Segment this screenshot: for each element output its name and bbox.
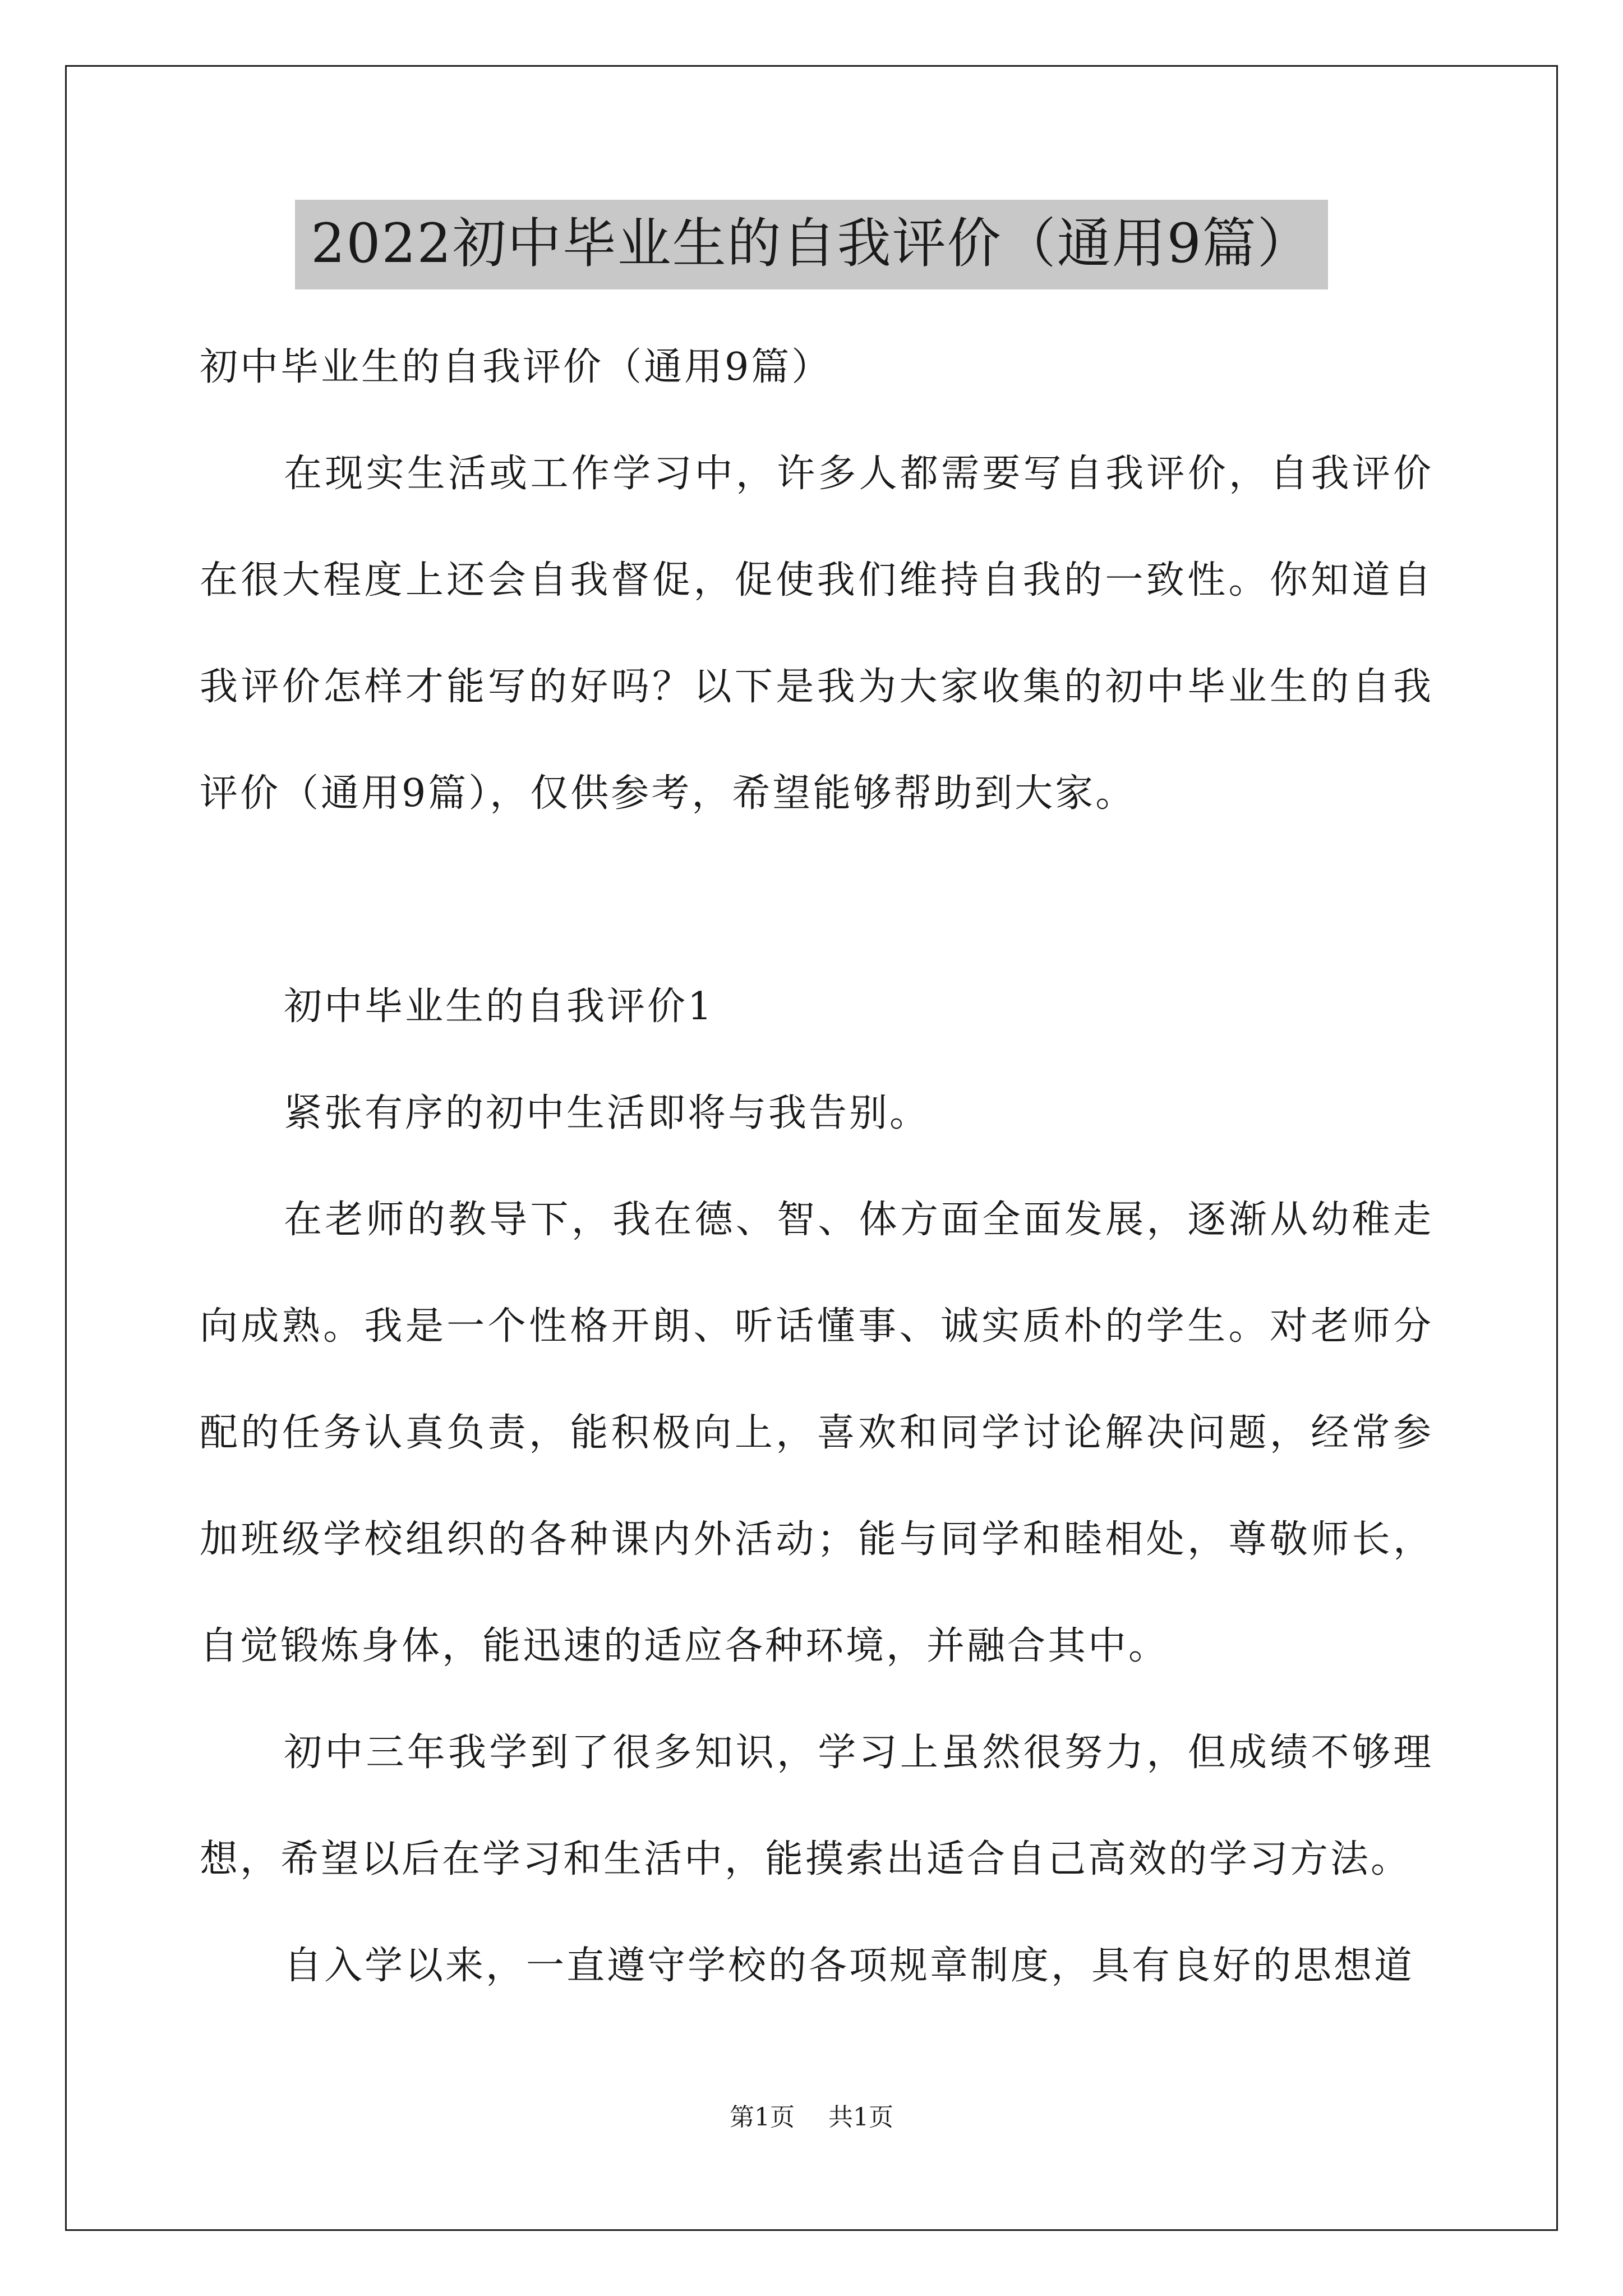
section-spacer: [200, 847, 1433, 954]
document-subtitle: 初中毕业生的自我评价（通用9篇）: [200, 345, 832, 389]
document-body: [200, 314, 1433, 2019]
intro-paragraph: 在现实生活或工作学习中，许多人都需要写自我评价，自我评价在很大程度上还会自我督促，促使我们维持自我的一致性。你知道自我评价怎样才能写的好吗？以下是我为大家收集的初中毕业生的自我评价（通用9篇），仅供参考，希望能够帮助到大家。: [200, 452, 1433, 816]
page-total: 共1页: [828, 2103, 893, 2132]
section-heading: 初中毕业生的自我评价1: [284, 984, 714, 1029]
body-paragraph: 在老师的教导下，我在德、智、体方面全面发展，逐渐从幼稚走向成熟。我是一个性格开朗、听话懂事、诚实质朴的学生。对老师分配的任务认真负责，能积极向上，喜欢和同学讨论解决问题，经常参加班级学校组织的各种课内外活动；能与同学和睦相处，尊敬师长，自觉锻炼身体，能迅速的适应各种环境，并融合其中。: [200, 1198, 1433, 1668]
document-title: 2022初中毕业生的自我评价（通用9篇）: [295, 200, 1327, 289]
body-paragraph: 初中三年我学到了很多知识，学习上虽然很努力，但成绩不够理想，希望以后在学习和生活中，能摸索出适合自己高效的学习方法。: [200, 1731, 1433, 1881]
body-paragraph: 自入学以来，一直遵守学校的各项规章制度，具有良好的思想道: [284, 1944, 1415, 1988]
page-number: 第1页: [730, 2103, 795, 2132]
page-footer: [0, 2101, 1623, 2134]
body-paragraph: 紧张有序的初中生活即将与我告别。: [284, 1091, 930, 1135]
title-container: [0, 200, 1623, 289]
